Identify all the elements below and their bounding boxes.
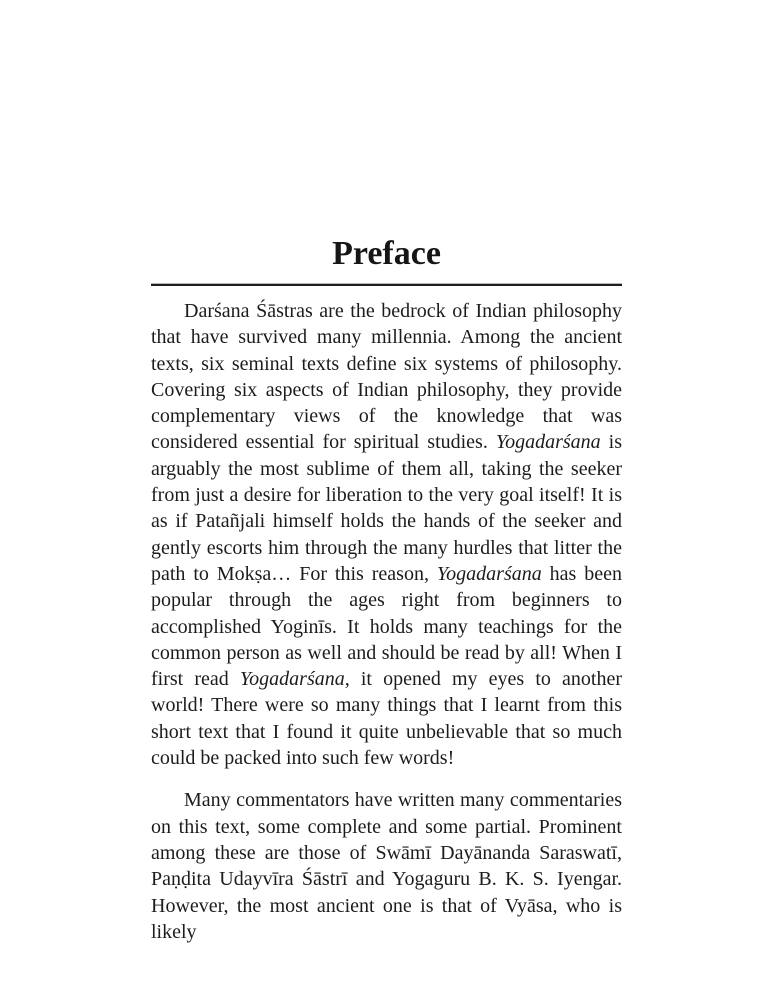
text-run: has been popular through the ages right from beginners to accomplished Yoginīs. It holds many teachings for the common person as well and should be read by all! When I first read (151, 562, 622, 691)
paragraph-2 (151, 787, 622, 945)
text-run: is arguably the most sublime of them all, taking the seeker from just a desire for liberation to the very goal itself! It is as if Patañjali himself holds the hands of the seeker and gently escorts him through the many hurdles that litter the path to Mokṣa… For this reason, (151, 431, 623, 585)
paragraph-1 (151, 298, 622, 771)
italic-term: Yogadarśana (495, 431, 601, 454)
text-run: , it opened my eyes to another world! There were so many things that I learnt from this short text that I found it quite unbelievable that so much could be packed into such few words! (151, 668, 622, 770)
text-run: Many commentators have written many commentaries on this text, some complete and some partial. Prominent among these are those of Swāmī Dayānanda Saraswatī, Paṇḍita Udayvīra Śāstrī and Yogaguru B. K. S. Iyengar. However, the most ancient one is that of Vyāsa, who is likely (151, 789, 622, 943)
title-rule (151, 283, 622, 286)
page-content (151, 0, 622, 945)
page-title: Preface (332, 235, 441, 272)
italic-term: Yogadarśana (239, 668, 345, 691)
italic-term: Yogadarśana (436, 562, 542, 585)
text-run: Darśana Śāstras are the bedrock of Indian philosophy that have survived many millennia. Among the ancient texts, six seminal texts define six systems of philosophy. Covering six aspects of Indian philosophy, they provide complementary views of the knowledge that was considered essential for spiritual studies. (151, 300, 622, 454)
